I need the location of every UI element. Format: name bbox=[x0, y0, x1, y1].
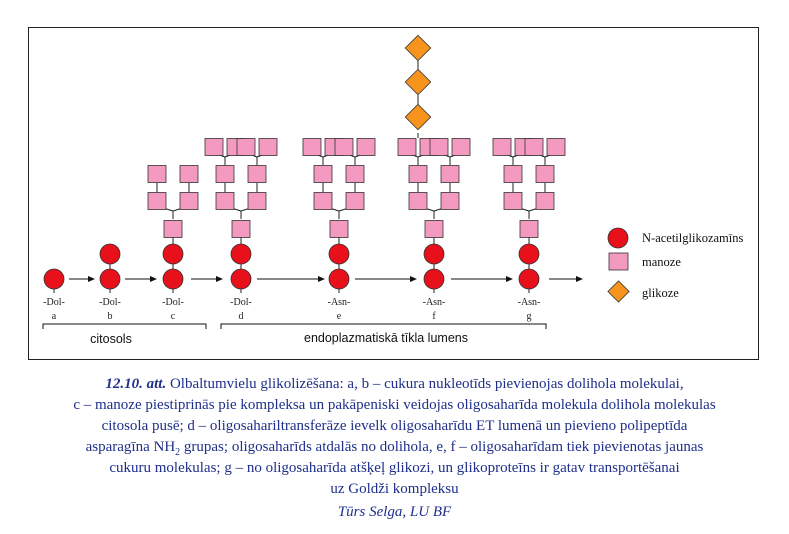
mannose-square bbox=[452, 139, 470, 156]
mannose-square bbox=[425, 221, 443, 238]
process-arrow bbox=[125, 276, 157, 282]
process-arrow bbox=[69, 276, 95, 282]
mannose-square bbox=[237, 139, 255, 156]
stage-letter-label: c bbox=[170, 311, 176, 322]
stage-anchor-label: -Asn- bbox=[517, 297, 541, 308]
stage-anchor-label: -Asn- bbox=[422, 297, 446, 308]
caption-line-4-a: asparagīna NH bbox=[85, 439, 176, 455]
stage-anchor-label: -Dol- bbox=[43, 297, 65, 308]
caption-line-1 bbox=[0, 374, 789, 394]
arrow-head bbox=[506, 276, 513, 282]
mannose-square bbox=[409, 166, 427, 183]
mannose-square bbox=[536, 166, 554, 183]
lumen-bracket bbox=[221, 324, 546, 329]
nacetyl-circle bbox=[231, 269, 251, 289]
mannose-square bbox=[504, 166, 522, 183]
mannose-square bbox=[164, 221, 182, 238]
mannose-square bbox=[525, 139, 543, 156]
mannose-square bbox=[504, 193, 522, 210]
caption-line-1-text: Olbaltumvielu glikolizēšana: a, b – cukura nukleotīds pievienojas dolihola molekulai, bbox=[166, 376, 684, 392]
mannose-square bbox=[303, 139, 321, 156]
mannose-square bbox=[547, 139, 565, 156]
caption-line-4-sub: 2 bbox=[175, 447, 181, 458]
mannose-square bbox=[330, 221, 348, 238]
mannose-square bbox=[216, 166, 234, 183]
process-arrow bbox=[191, 276, 223, 282]
stage-letter-label: b bbox=[107, 311, 113, 322]
legend-nacetyl-icon bbox=[608, 228, 628, 248]
nacetyl-circle bbox=[100, 269, 120, 289]
arrow-head bbox=[576, 276, 583, 282]
figure-number: 12.10. att. bbox=[105, 376, 167, 392]
stage-letter-label: a bbox=[51, 311, 57, 322]
mannose-square bbox=[346, 166, 364, 183]
legend-mannose-label: manoze bbox=[642, 255, 681, 269]
mannose-square bbox=[205, 139, 223, 156]
nacetyl-circle bbox=[519, 269, 539, 289]
legend-mannose-icon bbox=[609, 253, 628, 270]
caption-author bbox=[0, 502, 789, 522]
stage-letter-label: e bbox=[336, 311, 342, 322]
glucose-diamond bbox=[405, 104, 430, 129]
nacetyl-circle bbox=[100, 244, 120, 264]
mannose-square bbox=[441, 193, 459, 210]
caption-line-5: cukuru molekulas; g – no oligosaharīda atšķeļ glikozi, un glikoproteīns ir gatav transportēšanai bbox=[109, 460, 680, 476]
structure-g bbox=[493, 139, 565, 294]
mannose-square bbox=[430, 139, 448, 156]
stage-letter-label: f bbox=[432, 311, 436, 322]
legend-glucose-icon bbox=[608, 281, 629, 302]
stage-anchor-label: -Dol- bbox=[230, 297, 252, 308]
nacetyl-circle bbox=[424, 269, 444, 289]
citosols-bracket bbox=[43, 324, 206, 329]
mannose-square bbox=[335, 139, 353, 156]
structure-d bbox=[205, 139, 277, 294]
mannose-square bbox=[180, 193, 198, 210]
nacetyl-circle bbox=[519, 244, 539, 264]
mannose-square bbox=[314, 166, 332, 183]
nacetyl-circle bbox=[163, 269, 183, 289]
arrow-head bbox=[216, 276, 223, 282]
mannose-square bbox=[216, 193, 234, 210]
legend-nacetyl-label: N-acetilglikozamīns bbox=[642, 231, 744, 245]
structure-e bbox=[303, 139, 375, 294]
lumen-label: endoplazmatiskā tīkla lumens bbox=[304, 331, 468, 345]
mannose-square bbox=[493, 139, 511, 156]
structure-b bbox=[100, 244, 120, 293]
nacetyl-circle bbox=[44, 269, 64, 289]
mannose-square bbox=[248, 193, 266, 210]
mannose-square bbox=[357, 139, 375, 156]
arrow-head bbox=[150, 276, 157, 282]
author-text: Tūrs Selga, LU BF bbox=[337, 504, 452, 520]
glucose-diamond bbox=[405, 35, 430, 60]
citosols-bracket-line bbox=[43, 324, 206, 329]
mannose-square bbox=[248, 166, 266, 183]
lumen-bracket-line bbox=[221, 324, 546, 329]
arrow-head bbox=[410, 276, 417, 282]
mannose-square bbox=[259, 139, 277, 156]
mannose-square bbox=[148, 193, 166, 210]
caption-line-2: c – manoze piestiprinās pie kompleksa un pakāpeniski veidojas oligosaharīda molekula dolihola molekulas bbox=[73, 397, 716, 413]
process-arrow bbox=[549, 276, 583, 282]
stage-anchor-label: -Dol- bbox=[162, 297, 184, 308]
mannose-square bbox=[314, 193, 332, 210]
process-arrow bbox=[257, 276, 325, 282]
citosols-label: citosols bbox=[90, 332, 132, 346]
mannose-square bbox=[346, 193, 364, 210]
mannose-square bbox=[520, 221, 538, 238]
caption-line-6: uz Goldži kompleksu bbox=[330, 481, 459, 497]
nacetyl-circle bbox=[231, 244, 251, 264]
figure-frame bbox=[28, 27, 759, 360]
caption-line-4-b: grupas; oligosaharīds atdalās no dolihola, e, f – oligosaharīdam tiek pievienotas jaunas bbox=[180, 439, 704, 455]
mannose-square bbox=[232, 221, 250, 238]
mannose-square bbox=[398, 139, 416, 156]
glucose-diamond bbox=[405, 69, 430, 94]
process-arrow bbox=[451, 276, 513, 282]
mannose-square bbox=[536, 193, 554, 210]
nacetyl-circle bbox=[163, 244, 183, 264]
caption-line-3: citosola pusē; d – oligosahariltransferāze ievelk oligosaharīdu ET lumenā un pievieno polipeptīda bbox=[101, 418, 688, 434]
arrow-head bbox=[318, 276, 325, 282]
stage-letter-label: d bbox=[238, 311, 244, 322]
stage-letter-label: g bbox=[526, 311, 532, 322]
nacetyl-circle bbox=[329, 244, 349, 264]
stage-anchor-label: -Dol- bbox=[99, 297, 121, 308]
glycosylation-diagram bbox=[29, 28, 760, 361]
mannose-square bbox=[180, 166, 198, 183]
nacetyl-circle bbox=[424, 244, 444, 264]
nacetyl-circle bbox=[329, 269, 349, 289]
structure-c bbox=[148, 166, 198, 294]
stage-anchor-label: -Asn- bbox=[327, 297, 351, 308]
mannose-square bbox=[409, 193, 427, 210]
arrow-head bbox=[88, 276, 95, 282]
mannose-square bbox=[148, 166, 166, 183]
structure-a bbox=[44, 269, 64, 293]
mannose-square bbox=[441, 166, 459, 183]
structure-f bbox=[398, 35, 470, 293]
legend-glucose-label: glikoze bbox=[642, 286, 679, 300]
legend bbox=[608, 228, 744, 302]
process-arrow bbox=[355, 276, 417, 282]
